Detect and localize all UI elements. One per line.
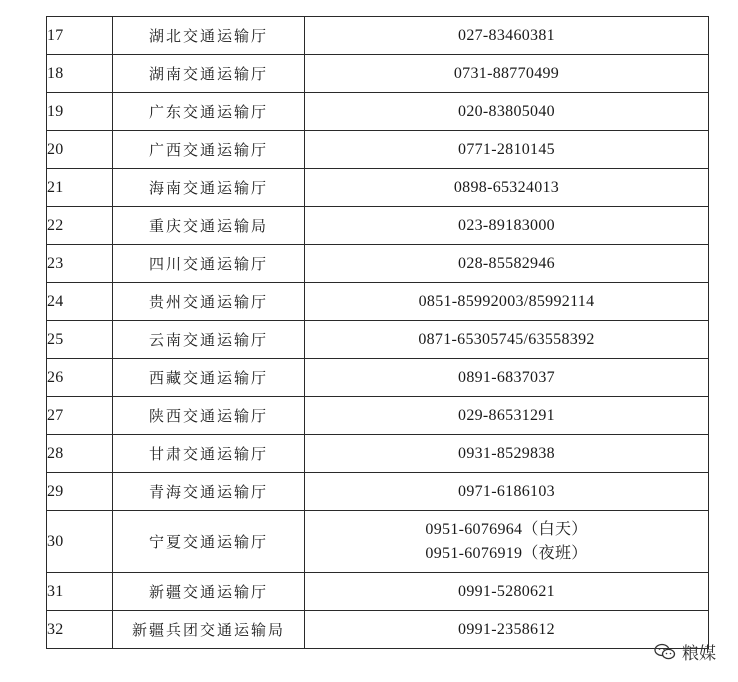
row-number: 17: [47, 17, 113, 55]
table-row: [47, 93, 709, 131]
phone-cell: [305, 321, 709, 359]
wechat-icon: [654, 643, 676, 661]
watermark: [654, 639, 716, 664]
phone-number: 028-85582946: [458, 254, 555, 272]
phone-number: 0971-6186103: [458, 482, 555, 500]
phone-number: 027-83460381: [458, 26, 555, 44]
phone-cell: [305, 245, 709, 283]
row-number: 22: [47, 207, 113, 245]
phone-cell: [305, 17, 709, 55]
row-number: 31: [47, 573, 113, 611]
row-number: 26: [47, 359, 113, 397]
phone-number: 023-89183000: [458, 216, 555, 234]
phone-cell: [305, 397, 709, 435]
table-row: [47, 169, 709, 207]
phone-cell: [305, 55, 709, 93]
row-number: 23: [47, 245, 113, 283]
phone-cell: [305, 131, 709, 169]
department-name: 贵州交通运输厅: [113, 283, 305, 321]
phone-number: 0991-5280621: [458, 582, 555, 600]
table-row: [47, 435, 709, 473]
row-number: 20: [47, 131, 113, 169]
department-name: 云南交通运输厅: [113, 321, 305, 359]
contact-table: [46, 16, 709, 649]
table-row: [47, 207, 709, 245]
department-name: 湖南交通运输厅: [113, 55, 305, 93]
table-row: [47, 245, 709, 283]
table-row: [47, 283, 709, 321]
department-name: 四川交通运输厅: [113, 245, 305, 283]
table-body: [47, 17, 709, 649]
table-row: [47, 321, 709, 359]
row-number: 19: [47, 93, 113, 131]
phone-cell: [305, 511, 709, 573]
phone-cell: [305, 473, 709, 511]
phone-cell: [305, 169, 709, 207]
table-row: [47, 473, 709, 511]
department-name: 广东交通运输厅: [113, 93, 305, 131]
row-number: 21: [47, 169, 113, 207]
department-name: 西藏交通运输厅: [113, 359, 305, 397]
phone-cell: [305, 207, 709, 245]
phone-cell: [305, 283, 709, 321]
department-name: 甘肃交通运输厅: [113, 435, 305, 473]
row-number: 32: [47, 611, 113, 649]
phone-number: 0951-6076919（夜班）: [425, 544, 588, 562]
department-name: 陕西交通运输厅: [113, 397, 305, 435]
phone-cell: [305, 573, 709, 611]
row-number: 30: [47, 511, 113, 573]
table-row: [47, 359, 709, 397]
department-name: 湖北交通运输厅: [113, 17, 305, 55]
table-row: [47, 611, 709, 649]
phone-number: 0898-65324013: [453, 178, 560, 196]
phone-number: 0891-6837037: [458, 368, 555, 386]
table-row: [47, 55, 709, 93]
phone-number: 0851-85992003/85992114: [418, 292, 595, 310]
department-name: 新疆交通运输厅: [113, 573, 305, 611]
row-number: 28: [47, 435, 113, 473]
row-number: 29: [47, 473, 113, 511]
phone-number: 0731-88770499: [453, 64, 560, 82]
department-name: 广西交通运输厅: [113, 131, 305, 169]
phone-number: 0871-65305745/63558392: [418, 330, 595, 348]
phone-number: 0951-6076964（白天）: [425, 520, 588, 538]
phone-cell: [305, 435, 709, 473]
phone-cell: [305, 93, 709, 131]
phone-number: 029-86531291: [458, 406, 555, 424]
table-row: [47, 397, 709, 435]
row-number: 18: [47, 55, 113, 93]
phone-cell: [305, 611, 709, 649]
phone-number: 0931-8529838: [458, 444, 555, 462]
phone-number: 020-83805040: [458, 102, 555, 120]
row-number: 24: [47, 283, 113, 321]
department-name: 新疆兵团交通运输局: [113, 611, 305, 649]
row-number: 27: [47, 397, 113, 435]
phone-number: 0771-2810145: [458, 140, 555, 158]
phone-number: 0991-2358612: [458, 620, 555, 638]
table-row: [47, 511, 709, 573]
table-row: [47, 573, 709, 611]
phone-cell: [305, 359, 709, 397]
table-row: [47, 17, 709, 55]
watermark-text: 粮媒: [682, 644, 716, 664]
department-name: 重庆交通运输局: [113, 207, 305, 245]
department-name: 青海交通运输厅: [113, 473, 305, 511]
table-row: [47, 131, 709, 169]
row-number: 25: [47, 321, 113, 359]
department-name: 宁夏交通运输厅: [113, 511, 305, 573]
department-name: 海南交通运输厅: [113, 169, 305, 207]
